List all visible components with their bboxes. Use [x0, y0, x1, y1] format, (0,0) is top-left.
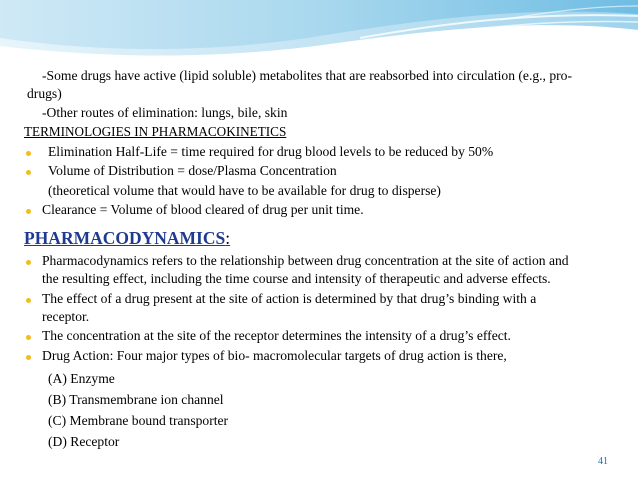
header-wave-decoration — [0, 0, 638, 70]
list-item-continuation: the resulting effect, including the time course and intensity of therapeutic and adverse effects. — [42, 271, 551, 286]
target-item: (D) Receptor — [48, 434, 120, 449]
list-item: Elimination Half-Life = time required for drug blood levels to be reduced by 50% — [48, 144, 494, 159]
list-item-continuation: receptor. — [42, 309, 90, 324]
bullet-icon — [26, 260, 31, 265]
page-number: 41 — [598, 456, 608, 467]
list-item: Pharmacodynamics refers to the relationship between drug concentration at the site of action and — [42, 253, 569, 268]
pharmacodynamics-heading — [24, 228, 230, 249]
target-item: (A) Enzyme — [48, 371, 115, 386]
bullet-icon — [26, 298, 31, 303]
list-item: Clearance = Volume of blood cleared of drug per unit time. — [42, 202, 364, 217]
heading-colon: : — [225, 228, 231, 248]
list-item: The concentration at the site of the receptor determines the intensity of a drug’s effect. — [42, 328, 511, 343]
bullet-icon — [26, 209, 31, 214]
terminologies-heading: TERMINOLOGIES IN PHARMACOKINETICS — [24, 124, 287, 139]
target-item: (B) Transmembrane ion channel — [48, 392, 224, 407]
list-item: The effect of a drug present at the site of action is determined by that drug’s binding with a — [42, 291, 537, 306]
list-item: Volume of Distribution = dose/Plasma Concentration — [48, 163, 337, 178]
bullet-icon — [26, 335, 31, 340]
bullet-icon — [26, 355, 31, 360]
pharmacodynamics-title: PHARMACODYNAMICS — [24, 228, 226, 248]
list-item: Drug Action: Four major types of bio- macromolecular targets of drug action is there, — [42, 348, 507, 363]
bullet-icon — [26, 151, 31, 156]
bullet-icon — [26, 170, 31, 175]
text-line: -Some drugs have active (lipid soluble) metabolites that are reabsorbed into circulation (e.g., pro- — [42, 68, 572, 83]
target-item: (C) Membrane bound transporter — [48, 413, 229, 428]
text-line: drugs) — [27, 86, 62, 101]
list-item-continuation: (theoretical volume that would have to be available for drug to disperse) — [48, 183, 441, 198]
text-line: -Other routes of elimination: lungs, bile, skin — [42, 105, 288, 120]
